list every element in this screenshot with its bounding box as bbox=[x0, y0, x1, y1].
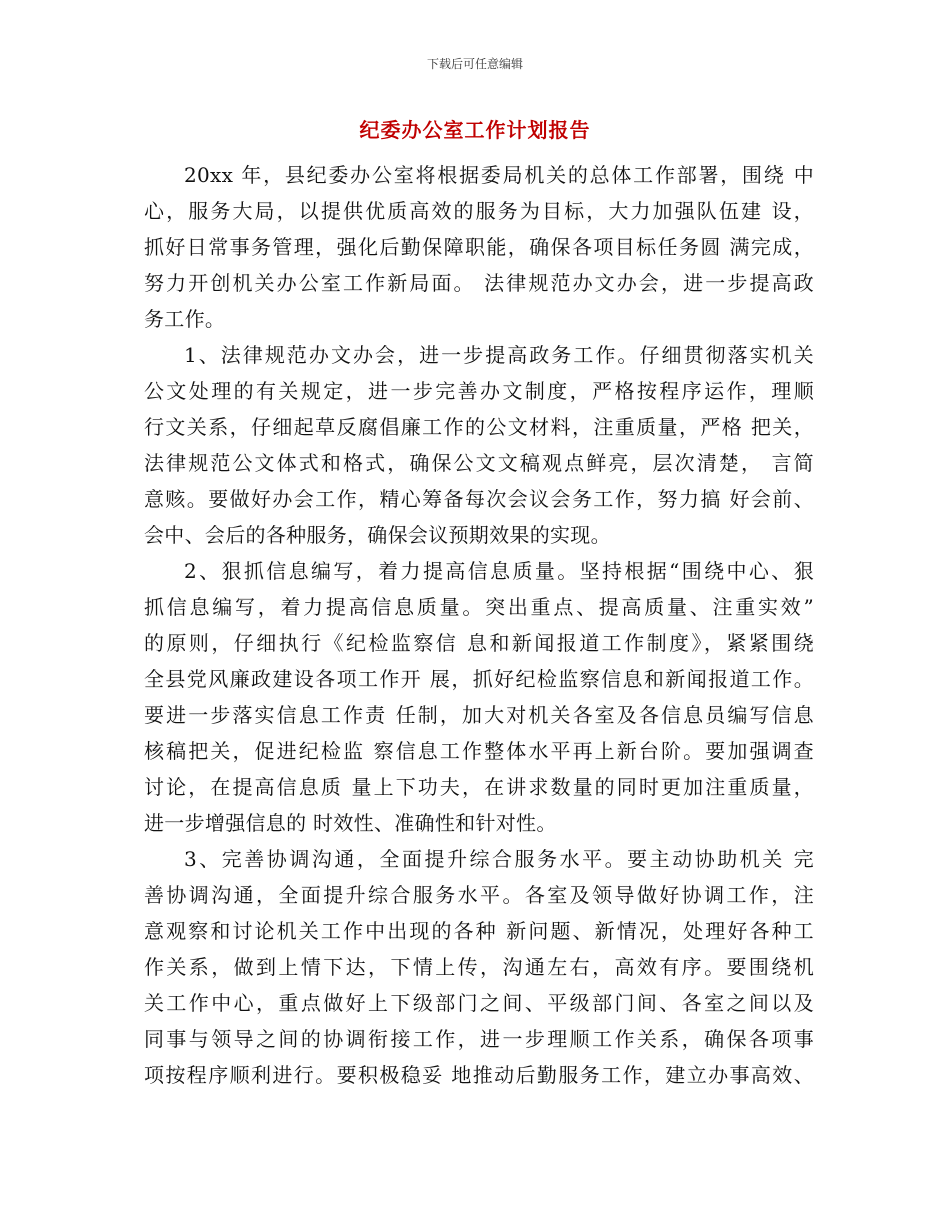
paragraph-section-3 bbox=[144, 841, 814, 1093]
text-line: 的原则，仔细执行《纪检监察信 息和新闻报道工作制度》，紧紧围绕 bbox=[144, 631, 814, 655]
text-line: 1、法律规范办文办会，进一步提高政务工作。仔细贯彻落实机关 bbox=[184, 343, 814, 367]
text-line: 善协调沟通，全面提升综合服务水平。各室及领导做好协调工作，注 bbox=[144, 883, 814, 907]
text-line: 公文处理的有关规定，进一步完善办文制度，严格按程序运作，理顺 bbox=[144, 379, 814, 403]
text-line: 务工作。 bbox=[144, 307, 226, 331]
text-line: 同事与领导之间的协调衔接工作，进一步理顺工作关系，确保各项事 bbox=[144, 1027, 814, 1051]
text-line: 2、狠抓信息编写，着力提高信息质量。坚持根据“围绕中心、狠 bbox=[184, 559, 814, 583]
text-line: 意赅。要做好办会工作，精心筹备每次会议会务工作，努力搞 好会前、 bbox=[144, 487, 814, 511]
text-line: 抓好日常事务管理，强化后勤保障职能，确保各项目标任务圆 满完成， bbox=[144, 235, 814, 259]
text-line: 项按程序顺利进行。要积极稳妥 地推动后勤服务工作，建立办事高效、 bbox=[144, 1063, 814, 1087]
text-line: 心，服务大局，以提供优质高效的服务为目标，大力加强队伍建 设， bbox=[144, 199, 814, 223]
header-note: 下载后可任意编辑 bbox=[426, 57, 523, 71]
text-line: 意观察和讨论机关工作中出现的各种 新问题、新情况，处理好各种工 bbox=[144, 919, 814, 943]
document-body bbox=[144, 157, 814, 1093]
text-line: 3、完善协调沟通，全面提升综合服务水平。要主动协助机关 完 bbox=[184, 847, 814, 871]
text-line: 作关系，做到上情下达，下情上传，沟通左右，高效有序。要围绕机 bbox=[144, 955, 814, 979]
text-line: 要进一步落实信息工作责 任制，加大对机关各室及各信息员编写信息 bbox=[144, 703, 814, 727]
text-line: 会中、会后的各种服务，确保会议预期效果的实现。 bbox=[144, 523, 611, 547]
text-line: 核稿把关，促进纪检监 察信息工作整体水平再上新台阶。要加强调查 bbox=[144, 739, 814, 763]
text-line: 全县党风廉政建设各项工作开 展，抓好纪检监察信息和新闻报道工作。 bbox=[144, 667, 814, 691]
text-line: 法律规范公文体式和格式，确保公文文稿观点鲜亮，层次清楚， 言简 bbox=[144, 451, 814, 475]
text-line: 讨论，在提高信息质 量上下功夫，在讲求数量的同时更加注重质量， bbox=[144, 775, 814, 799]
text-line: 抓信息编写，着力提高信息质量。突出重点、提高质量、注重实效” bbox=[144, 595, 814, 619]
text-line: 20xx 年，县纪委办公室将根据委局机关的总体工作部署，围绕 中 bbox=[184, 163, 814, 187]
text-line: 关工作中心，重点做好上下级部门之间、平级部门间、各室之间以及 bbox=[144, 991, 814, 1015]
text-line: 行文关系，仔细起草反腐倡廉工作的公文材料，注重质量，严格 把关， bbox=[144, 415, 814, 439]
text-line: 努力开创机关办公室工作新局面。 法律规范办文办会，进一步提高政 bbox=[144, 271, 814, 295]
paragraph-section-1 bbox=[144, 337, 814, 553]
document-title: 纪委办公室工作计划报告 bbox=[359, 118, 591, 142]
paragraph-intro bbox=[144, 157, 814, 337]
paragraph-section-2 bbox=[144, 553, 814, 841]
text-line: 进一步增强信息的 时效性、准确性和针对性。 bbox=[144, 811, 557, 835]
